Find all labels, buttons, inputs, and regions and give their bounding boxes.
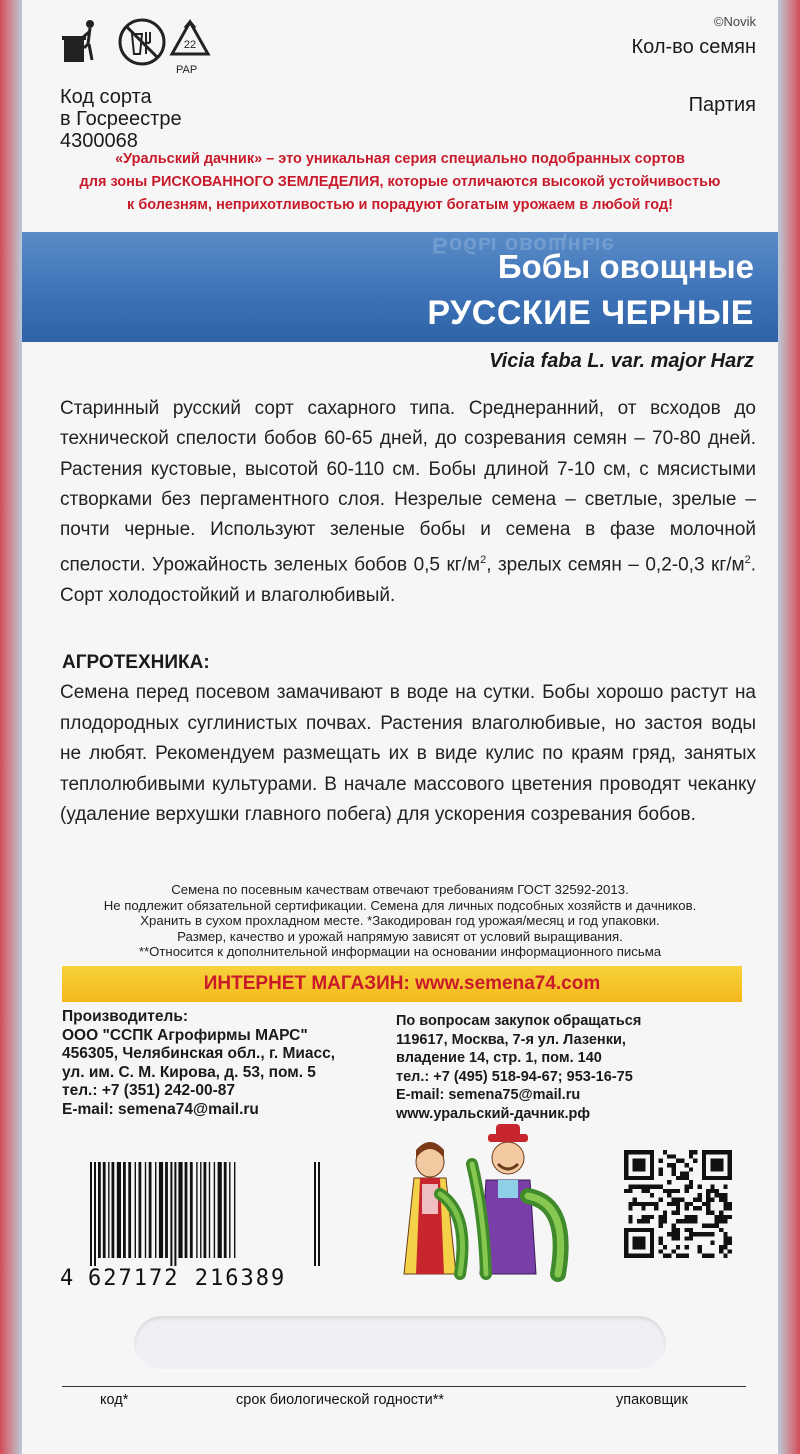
barcode-bar <box>103 1162 106 1258</box>
qr-module <box>710 1223 714 1227</box>
qr-module <box>667 1193 671 1197</box>
qr-code-icon <box>624 1150 732 1258</box>
qr-module <box>663 1150 667 1154</box>
barcode-first-digit: 4 <box>60 1266 74 1291</box>
qr-module <box>684 1163 688 1167</box>
qr-module <box>672 1163 676 1167</box>
barcode-bar <box>200 1162 201 1258</box>
qr-module <box>676 1159 680 1163</box>
qr-module <box>723 1254 727 1258</box>
qr-module <box>697 1232 701 1236</box>
qr-module <box>676 1219 680 1223</box>
qr-module <box>684 1176 688 1180</box>
barcode-bar <box>94 1162 96 1266</box>
qr-module <box>633 1236 646 1249</box>
qr-module <box>628 1215 632 1219</box>
footer-line <box>62 1386 746 1387</box>
qr-module <box>684 1172 688 1176</box>
barcode-bar <box>185 1162 188 1258</box>
series-line-3: к болезням, неприхотливостью и порадуют богатым урожаем в любой год! <box>127 197 673 213</box>
qr-module <box>693 1206 697 1210</box>
qr-module <box>680 1198 684 1202</box>
recycle-label: PAP <box>176 64 198 76</box>
barcode-bar <box>209 1162 210 1258</box>
qr-module <box>689 1154 693 1158</box>
qr-module <box>684 1215 688 1219</box>
disposal-icons <box>60 14 236 78</box>
qr-module <box>706 1223 710 1227</box>
qr-module <box>702 1232 706 1236</box>
qr-module <box>719 1249 723 1253</box>
qr-module <box>723 1236 727 1240</box>
qr-module <box>710 1232 714 1236</box>
shop-link[interactable]: ИНТЕРНЕТ МАГАЗИН: www.semena74.com <box>203 973 601 994</box>
qr-module <box>646 1202 650 1206</box>
qr-module <box>689 1228 693 1232</box>
qr-module <box>706 1206 710 1210</box>
qr-module <box>672 1198 676 1202</box>
qr-module <box>684 1185 688 1189</box>
series-line-2a: для зоны <box>79 174 152 190</box>
qr-module <box>672 1202 676 1206</box>
qr-module <box>728 1249 732 1253</box>
barcode-bar <box>214 1162 215 1258</box>
recycle-pap-22-icon <box>172 22 208 54</box>
qr-module <box>689 1150 693 1154</box>
series-line-2c: , которые отличаются высокой устойчивостью <box>379 174 721 190</box>
qr-module <box>641 1189 645 1193</box>
qr-module <box>706 1254 710 1258</box>
qr-module <box>723 1206 727 1210</box>
qr-module <box>680 1176 684 1180</box>
no-food-contact-icon <box>120 20 164 64</box>
barcode-bar <box>165 1162 168 1258</box>
barcode-bar <box>123 1162 126 1258</box>
barcode-bar <box>234 1162 235 1258</box>
qr-module <box>723 1198 727 1202</box>
qr-module <box>672 1189 676 1193</box>
legal-line-1: Семена по посевным качествам отвечают требованиям ГОСТ 32592-2013. <box>171 882 629 897</box>
variety-code: 4300068 <box>60 130 138 152</box>
variety-label-1: Код сорта <box>60 86 152 108</box>
variety-label-2: в Госреестре <box>60 108 182 130</box>
legal-line-4: Размер, качество и урожай напрямую зависят от условий выращивания. <box>177 928 623 944</box>
qr-module <box>680 1172 684 1176</box>
qr-module <box>659 1236 663 1240</box>
latin-name: Vicia faba L. var. major Harz <box>489 350 754 372</box>
qr-module <box>663 1254 667 1258</box>
qr-module <box>715 1215 719 1219</box>
qr-module <box>659 1159 663 1163</box>
qr-module <box>633 1159 646 1172</box>
legal-line-5: **Относится к дополнительной информации на основании информационного письма <box>138 944 662 960</box>
qr-module <box>672 1167 676 1171</box>
barcode-bar <box>128 1162 131 1258</box>
qr-module <box>715 1193 719 1197</box>
qr-module <box>672 1232 676 1236</box>
series-description <box>40 148 760 217</box>
qr-module <box>676 1202 680 1206</box>
qr-module <box>633 1198 637 1202</box>
qr-module <box>723 1232 727 1236</box>
qr-module <box>659 1172 663 1176</box>
qr-module <box>693 1150 697 1154</box>
description-sup-1: 2 <box>480 554 487 567</box>
producer-line-3: ул. им. С. М. Кирова, д. 53, пом. 5 <box>62 1063 316 1081</box>
purchase-info <box>396 1012 641 1124</box>
barcode-bar <box>318 1162 320 1266</box>
qr-module <box>680 1219 684 1223</box>
qr-module <box>637 1202 641 1206</box>
qr-module <box>676 1176 680 1180</box>
qr-module <box>715 1219 719 1223</box>
qr-module <box>633 1202 637 1206</box>
qr-module <box>728 1236 732 1240</box>
qr-module <box>659 1167 663 1171</box>
qr-module <box>667 1202 671 1206</box>
qr-module <box>723 1241 727 1245</box>
legal-notice <box>40 882 760 960</box>
qr-module <box>659 1215 663 1219</box>
qr-module <box>697 1193 701 1197</box>
qr-module <box>684 1219 688 1223</box>
qr-module <box>719 1219 723 1223</box>
qr-module <box>723 1193 727 1197</box>
qr-module <box>672 1172 676 1176</box>
qr-module <box>684 1254 688 1258</box>
qr-module <box>663 1219 667 1223</box>
qr-module <box>723 1215 727 1219</box>
qr-module <box>641 1219 645 1223</box>
qr-module <box>650 1202 654 1206</box>
qr-module <box>689 1202 693 1206</box>
barcode-bars <box>88 1162 322 1266</box>
qr-module <box>676 1232 680 1236</box>
batch-label: Партия <box>688 94 756 116</box>
qr-module <box>715 1189 719 1193</box>
barcode-bar <box>178 1162 182 1258</box>
barcode-bar <box>314 1162 316 1266</box>
purchase-line-1: По вопросам закупок обращаться <box>396 1013 642 1029</box>
qr-module <box>667 1189 671 1193</box>
qr-module <box>659 1241 663 1245</box>
qr-module <box>663 1215 667 1219</box>
qr-module <box>676 1236 680 1240</box>
qr-module <box>680 1254 684 1258</box>
qr-module <box>650 1193 654 1197</box>
qr-module <box>667 1254 671 1258</box>
qr-module <box>684 1245 688 1249</box>
series-line-1: «Уральский дачник» – это уникальная серия специально подобранных сортов <box>115 151 685 167</box>
qr-module <box>641 1185 645 1189</box>
qr-module <box>689 1167 693 1171</box>
qr-module <box>637 1219 641 1223</box>
qr-module <box>676 1228 680 1232</box>
qr-module <box>676 1210 680 1214</box>
qr-module <box>710 1241 714 1245</box>
footer-packer-label: упаковщик <box>616 1392 688 1408</box>
product-title-line2: РУССКИЕ ЧЕРНЫЕ <box>427 294 754 332</box>
qr-module <box>641 1206 645 1210</box>
qr-module <box>663 1245 667 1249</box>
qr-module <box>684 1228 688 1232</box>
qr-module <box>693 1219 697 1223</box>
agrotech-heading: АГРОТЕХНИКА: <box>62 652 210 673</box>
qr-module <box>697 1249 701 1253</box>
qr-module <box>676 1206 680 1210</box>
purchase-line-2: 119617, Москва, 7-я ул. Лазенки, <box>396 1031 626 1048</box>
qr-module <box>710 1189 714 1193</box>
qr-module <box>719 1228 723 1232</box>
producer-heading: Производитель: <box>62 1008 189 1025</box>
qr-module <box>719 1198 723 1202</box>
qr-module <box>719 1210 723 1214</box>
legal-line-2: Не подлежит обязательной сертификации. Семена для личных подсобных хозяйств и дачников. <box>103 897 697 913</box>
qr-module <box>667 1180 671 1184</box>
barcode-bar <box>204 1162 207 1258</box>
qr-module <box>706 1210 710 1214</box>
product-title-line1: Бобы овощные <box>497 248 754 285</box>
qr-module <box>710 1254 714 1258</box>
qr-module <box>676 1254 680 1258</box>
qr-module <box>672 1154 676 1158</box>
qr-module <box>693 1159 697 1163</box>
qr-module <box>728 1206 732 1210</box>
qr-module <box>646 1219 650 1223</box>
qr-module <box>702 1254 706 1258</box>
qr-module <box>646 1185 650 1189</box>
purchase-website[interactable]: www.уральский-дачник.рф <box>396 1105 591 1122</box>
qr-module <box>706 1193 710 1197</box>
qr-module <box>689 1219 693 1223</box>
barcode-bar <box>224 1162 227 1258</box>
qr-module <box>672 1236 676 1240</box>
qr-module <box>676 1189 680 1193</box>
qr-module <box>723 1185 727 1189</box>
agrotech-text: Семена перед посевом замачивают в воде на сутки. Бобы хорошо растут на плодородных суглинистых почвах. Растения влаголюбивые, но застоя воды не любят. Рекомендуем размещать их в виде кулис по краям гряд, занятых теплолюбивыми культурами. В начале массового цветения проводят чеканку (удаление верхушки главного побега) для ускорения созревания бобов. <box>60 682 756 825</box>
qr-module <box>697 1245 701 1249</box>
description-part-c: . Сорт холодостойкий и влаголюбивый. <box>60 554 757 607</box>
farmers-with-beans-illustration <box>400 1124 600 1284</box>
qr-module <box>659 1249 663 1253</box>
qr-module <box>693 1215 697 1219</box>
producer-email[interactable]: E-mail: semena74@mail.ru <box>62 1100 259 1118</box>
series-line-2 <box>40 171 760 194</box>
qr-module <box>719 1215 723 1219</box>
qr-module <box>684 1206 688 1210</box>
qr-module <box>659 1185 663 1189</box>
qr-module <box>676 1198 680 1202</box>
qr-module <box>667 1154 671 1158</box>
qr-module <box>628 1202 632 1206</box>
qr-module <box>628 1185 632 1189</box>
qr-module <box>689 1236 693 1240</box>
barcode-bar <box>196 1162 197 1258</box>
qr-module <box>667 1163 671 1167</box>
barcode-bar <box>155 1162 156 1258</box>
qr-module <box>710 1198 714 1202</box>
qr-module <box>689 1215 693 1219</box>
barcode-bar <box>190 1162 193 1258</box>
qr-module <box>715 1223 719 1227</box>
recycle-code: 22 <box>183 39 197 51</box>
description-sup-2: 2 <box>744 554 751 567</box>
qr-module <box>672 1223 676 1227</box>
variety-description <box>60 394 756 611</box>
producer-info <box>62 1008 335 1119</box>
purchase-phone: тел.: +7 (495) 518-94-67; 953-16-75 <box>396 1068 633 1085</box>
qr-module <box>689 1232 693 1236</box>
barcode-bar <box>139 1162 142 1258</box>
qr-module <box>650 1185 654 1189</box>
qr-module <box>672 1249 676 1253</box>
producer-line-2: 456305, Челябинская обл., г. Миасс, <box>62 1045 336 1062</box>
purchase-line-3: владение 14, стр. 1, пом. 140 <box>396 1050 602 1067</box>
barcode-bar <box>112 1162 115 1258</box>
legal-line-3: Хранить в сухом прохладном месте. *Закодирован год урожая/месяц и год упаковки. <box>140 913 660 929</box>
qr-module <box>723 1245 727 1249</box>
qr-module <box>706 1232 710 1236</box>
qr-module <box>641 1202 645 1206</box>
barcode-bar <box>145 1162 146 1258</box>
barcode-bar <box>149 1162 152 1258</box>
barcode-bar <box>170 1162 172 1266</box>
qr-module <box>628 1219 632 1223</box>
barcode-digits: 627172 216389 <box>88 1266 287 1291</box>
series-risk-zone: РИСКОВАННОГО ЗЕМЛЕДЕЛИЯ <box>151 174 380 190</box>
qr-module <box>650 1215 654 1219</box>
barcode-bar <box>135 1162 136 1258</box>
qr-module <box>637 1185 641 1189</box>
qr-module <box>667 1232 671 1236</box>
qr-module <box>659 1219 663 1223</box>
barcode-bar <box>218 1162 222 1258</box>
qr-module <box>719 1245 723 1249</box>
qr-module <box>728 1215 732 1219</box>
qr-module <box>654 1206 658 1210</box>
qr-module <box>728 1202 732 1206</box>
footer-shelf-life-label: срок биологической годности** <box>236 1392 445 1408</box>
qr-module <box>719 1193 723 1197</box>
qr-module <box>663 1189 667 1193</box>
qr-module <box>628 1206 632 1210</box>
qr-module <box>672 1210 676 1214</box>
qr-module <box>710 1185 714 1189</box>
producer-line-1: ООО "ССПК Агрофирмы МАРС" <box>62 1026 308 1044</box>
qr-module <box>723 1219 727 1223</box>
barcode-bar <box>229 1162 230 1258</box>
seed-count-label: Кол-во семян <box>631 36 756 58</box>
barcode-bar <box>174 1162 176 1266</box>
barcode-bar <box>98 1162 101 1258</box>
qr-module <box>710 1159 723 1172</box>
qr-module <box>628 1189 632 1193</box>
footer-code-label: код* <box>100 1392 129 1408</box>
qr-module <box>706 1202 710 1206</box>
barcode-bar <box>108 1162 109 1258</box>
qr-module <box>697 1185 701 1189</box>
qr-module <box>633 1185 637 1189</box>
trash-bin-icon <box>62 20 94 62</box>
qr-module <box>646 1189 650 1193</box>
copyright: ©Novik <box>713 14 756 29</box>
qr-module <box>641 1215 645 1219</box>
qr-module <box>723 1202 727 1206</box>
qr-module <box>659 1223 663 1227</box>
qr-module <box>702 1202 706 1206</box>
qr-module <box>697 1198 701 1202</box>
barcode-bar <box>90 1162 92 1266</box>
qr-module <box>689 1180 693 1184</box>
qr-module <box>654 1185 658 1189</box>
purchase-email[interactable]: E-mail: semena75@mail.ru <box>396 1087 581 1104</box>
qr-module <box>689 1185 693 1189</box>
qr-module <box>654 1202 658 1206</box>
qr-module <box>684 1202 688 1206</box>
producer-phone: тел.: +7 (351) 242-00-87 <box>62 1082 235 1099</box>
qr-module <box>693 1232 697 1236</box>
qr-module <box>663 1210 667 1214</box>
qr-module <box>706 1189 710 1193</box>
barcode-bar <box>159 1162 163 1258</box>
description-part-a: Старинный русский сорт сахарного типа. Среднеранний, от всходов до технической спелости бобов 60-65 дней, до созревания семян – 70-80 дней. Растения кустовые, высотой 60-110 см. Бобы длиной 7-10 см, с мясистыми створками без пергаментного слоя. Незрелые семена – светлые, зрелые – почти черные. Используют зеленые бобы и семена в фазе молочной спелости. Урожайность зеленых бобов 0,5 кг/м <box>60 398 756 576</box>
qr-module <box>676 1245 680 1249</box>
qr-module <box>646 1215 650 1219</box>
hang-hole <box>134 1316 666 1372</box>
qr-module <box>693 1198 697 1202</box>
qr-module <box>728 1241 732 1245</box>
qr-module <box>710 1210 714 1214</box>
qr-module <box>684 1189 688 1193</box>
qr-module <box>624 1189 628 1193</box>
variety-register-code <box>60 86 182 152</box>
qr-module <box>706 1198 710 1202</box>
qr-module <box>680 1159 684 1163</box>
description-part-b: , зрелых семян – 0,2-0,3 кг/м <box>486 554 745 576</box>
qr-module <box>684 1236 688 1240</box>
qr-module <box>702 1223 706 1227</box>
qr-module <box>659 1198 663 1202</box>
barcode-bar <box>117 1162 121 1258</box>
qr-module <box>672 1228 676 1232</box>
banner-watermark: Бобы овощные <box>432 233 615 258</box>
qr-module <box>697 1206 701 1210</box>
